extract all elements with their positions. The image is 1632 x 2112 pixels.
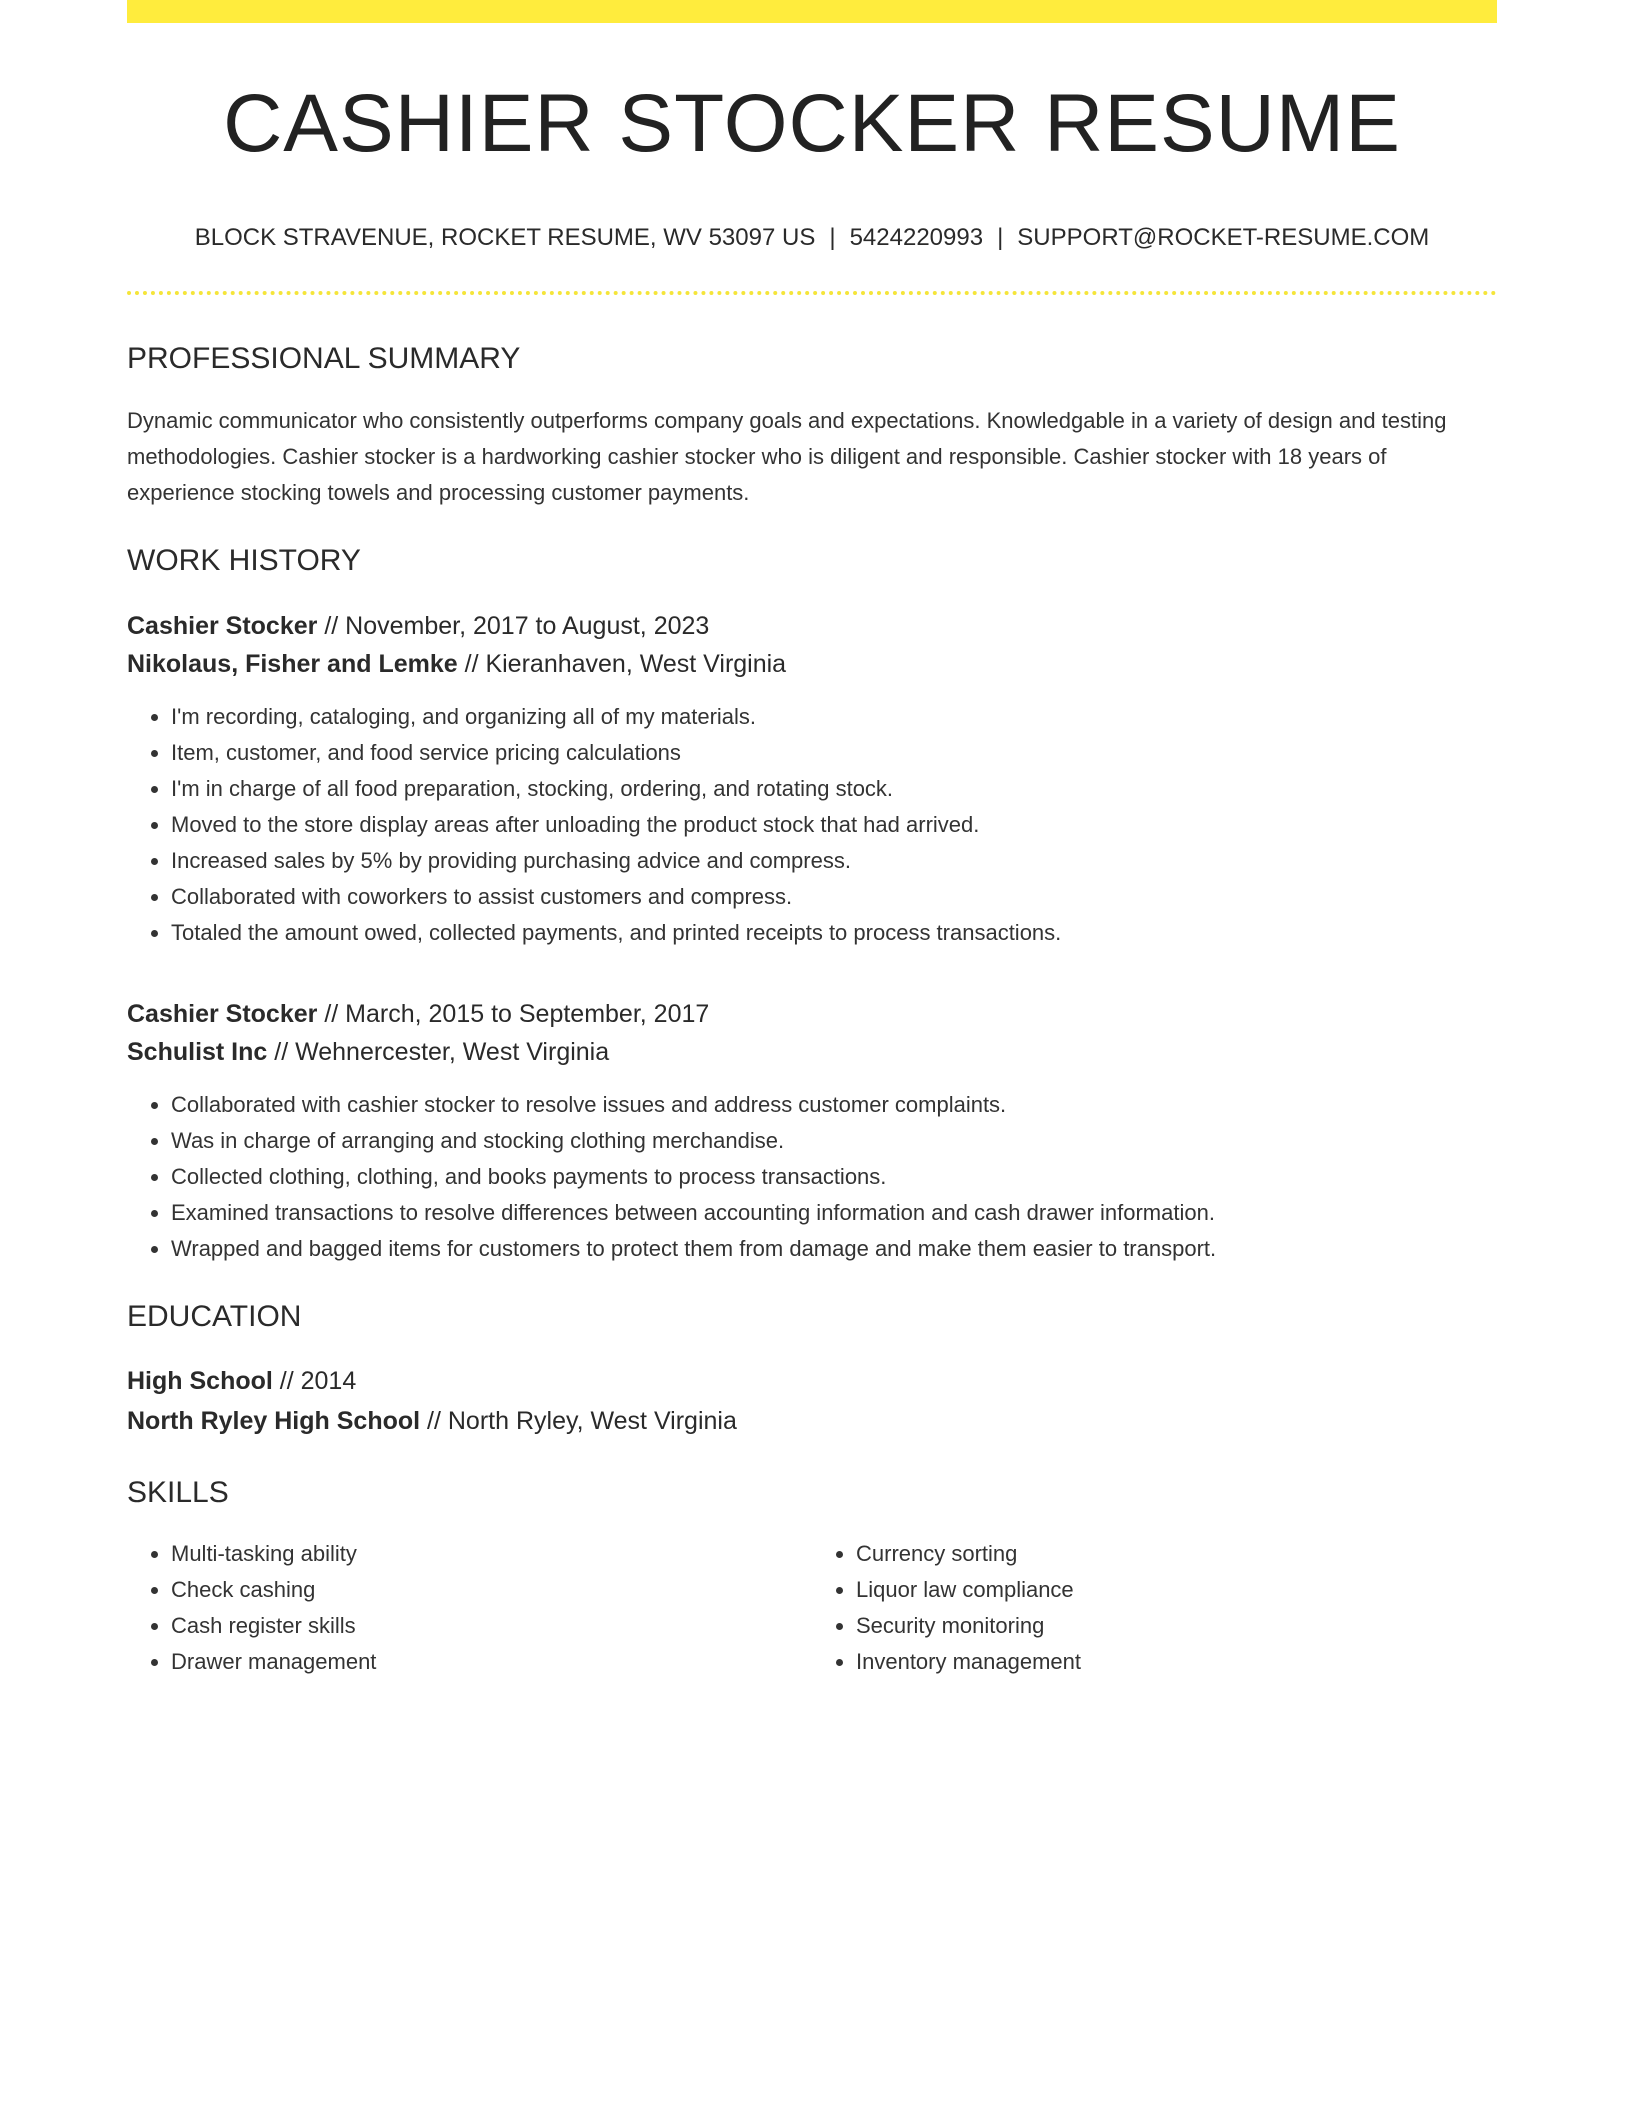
skill-item: • Multi-tasking ability: [171, 1536, 812, 1572]
job-company: Nikolaus, Fisher and Lemke: [127, 650, 458, 678]
job-title: Cashier Stocker: [127, 612, 318, 640]
job-bullet: • Collaborated with cashier stocker to resolve issues and address customer complaints.: [171, 1087, 1497, 1123]
skill-item: • Currency sorting: [856, 1536, 1497, 1572]
contact-phone: 5424220993: [849, 224, 984, 251]
job-title-line: [127, 607, 1497, 645]
contact-separator: |: [997, 224, 1004, 251]
summary-heading: PROFESSIONAL SUMMARY: [127, 342, 521, 375]
contact-email: SUPPORT@ROCKET-RESUME.COM: [1017, 224, 1430, 251]
skill-item: • Cash register skills: [171, 1608, 812, 1644]
education-entry: [127, 1361, 1497, 1441]
job-dates: // March, 2015 to September, 2017: [317, 1000, 710, 1028]
job-company-line: [127, 1033, 1497, 1071]
education-degree-line: [127, 1361, 1497, 1401]
job-bullet: • Item, customer, and food service pricing calculations: [171, 735, 1497, 771]
job-bullets: [127, 699, 1497, 951]
skills-column-left: [127, 1536, 812, 1680]
skill-item: • Security monitoring: [856, 1608, 1497, 1644]
education-year: // 2014: [272, 1367, 357, 1395]
job-company-line: [127, 645, 1497, 683]
job-bullet: • Totaled the amount owed, collected payments, and printed receipts to process transactions.: [171, 915, 1497, 951]
education-degree: High School: [127, 1367, 273, 1395]
skill-item: • Drawer management: [171, 1644, 812, 1680]
job-bullet: • Wrapped and bagged items for customers to protect them from damage and make them easier to transport.: [171, 1231, 1497, 1267]
job-bullet: • Moved to the store display areas after unloading the product stock that had arrived.: [171, 807, 1497, 843]
job-title: Cashier Stocker: [127, 1000, 318, 1028]
summary-text: Dynamic communicator who consistently outperforms company goals and expectations. Knowledgable in a variety of design and testing methodologies. Cashier stocker is a hardworking cashier stocker who is diligent and responsible. Cashier stocker with 18 years of experience stocking towels and processing customer payments.: [127, 408, 1447, 505]
job-bullet: • I'm in charge of all food preparation, stocking, ordering, and rotating stock.: [171, 771, 1497, 807]
skill-item: • Check cashing: [171, 1572, 812, 1608]
job-bullet: • Was in charge of arranging and stocking clothing merchandise.: [171, 1123, 1497, 1159]
job-title-line: [127, 995, 1497, 1033]
work-history-heading: WORK HISTORY: [127, 544, 361, 577]
contact-line: [127, 226, 1497, 250]
skill-item: • Inventory management: [856, 1644, 1497, 1680]
skills-column-right: [812, 1536, 1497, 1680]
job-entry: [127, 995, 1497, 1267]
job-location: // Kieranhaven, West Virginia: [457, 650, 787, 678]
job-entry: [127, 607, 1497, 951]
job-location: // Wehnercester, West Virginia: [267, 1038, 610, 1066]
skills-heading: SKILLS: [127, 1476, 229, 1509]
job-bullet: • Examined transactions to resolve differences between accounting information and cash drawer information.: [171, 1195, 1497, 1231]
skill-item: • Liquor law compliance: [856, 1572, 1497, 1608]
job-bullet: • Collaborated with coworkers to assist customers and compress.: [171, 879, 1497, 915]
job-dates: // November, 2017 to August, 2023: [317, 612, 710, 640]
contact-address: BLOCK STRAVENUE, ROCKET RESUME, WV 53097 US: [194, 224, 816, 251]
job-bullet: • Collected clothing, clothing, and books payments to process transactions.: [171, 1159, 1497, 1195]
education-location: // North Ryley, West Virginia: [420, 1407, 737, 1435]
job-company: Schulist Inc: [127, 1038, 268, 1066]
job-bullet: • I'm recording, cataloging, and organizing all of my materials.: [171, 699, 1497, 735]
job-bullet: • Increased sales by 5% by providing purchasing advice and compress.: [171, 843, 1497, 879]
skills-grid: [127, 1536, 1497, 1680]
resume-page: [127, 0, 1497, 1680]
education-school-line: [127, 1401, 1497, 1441]
education-school: North Ryley High School: [127, 1407, 421, 1435]
contact-separator: |: [829, 224, 836, 251]
job-bullets: [127, 1087, 1497, 1267]
dotted-divider: [127, 291, 1497, 295]
accent-bar: [127, 0, 1497, 23]
resume-title: CASHIER STOCKER RESUME: [223, 78, 1401, 169]
education-heading: EDUCATION: [127, 1300, 302, 1333]
